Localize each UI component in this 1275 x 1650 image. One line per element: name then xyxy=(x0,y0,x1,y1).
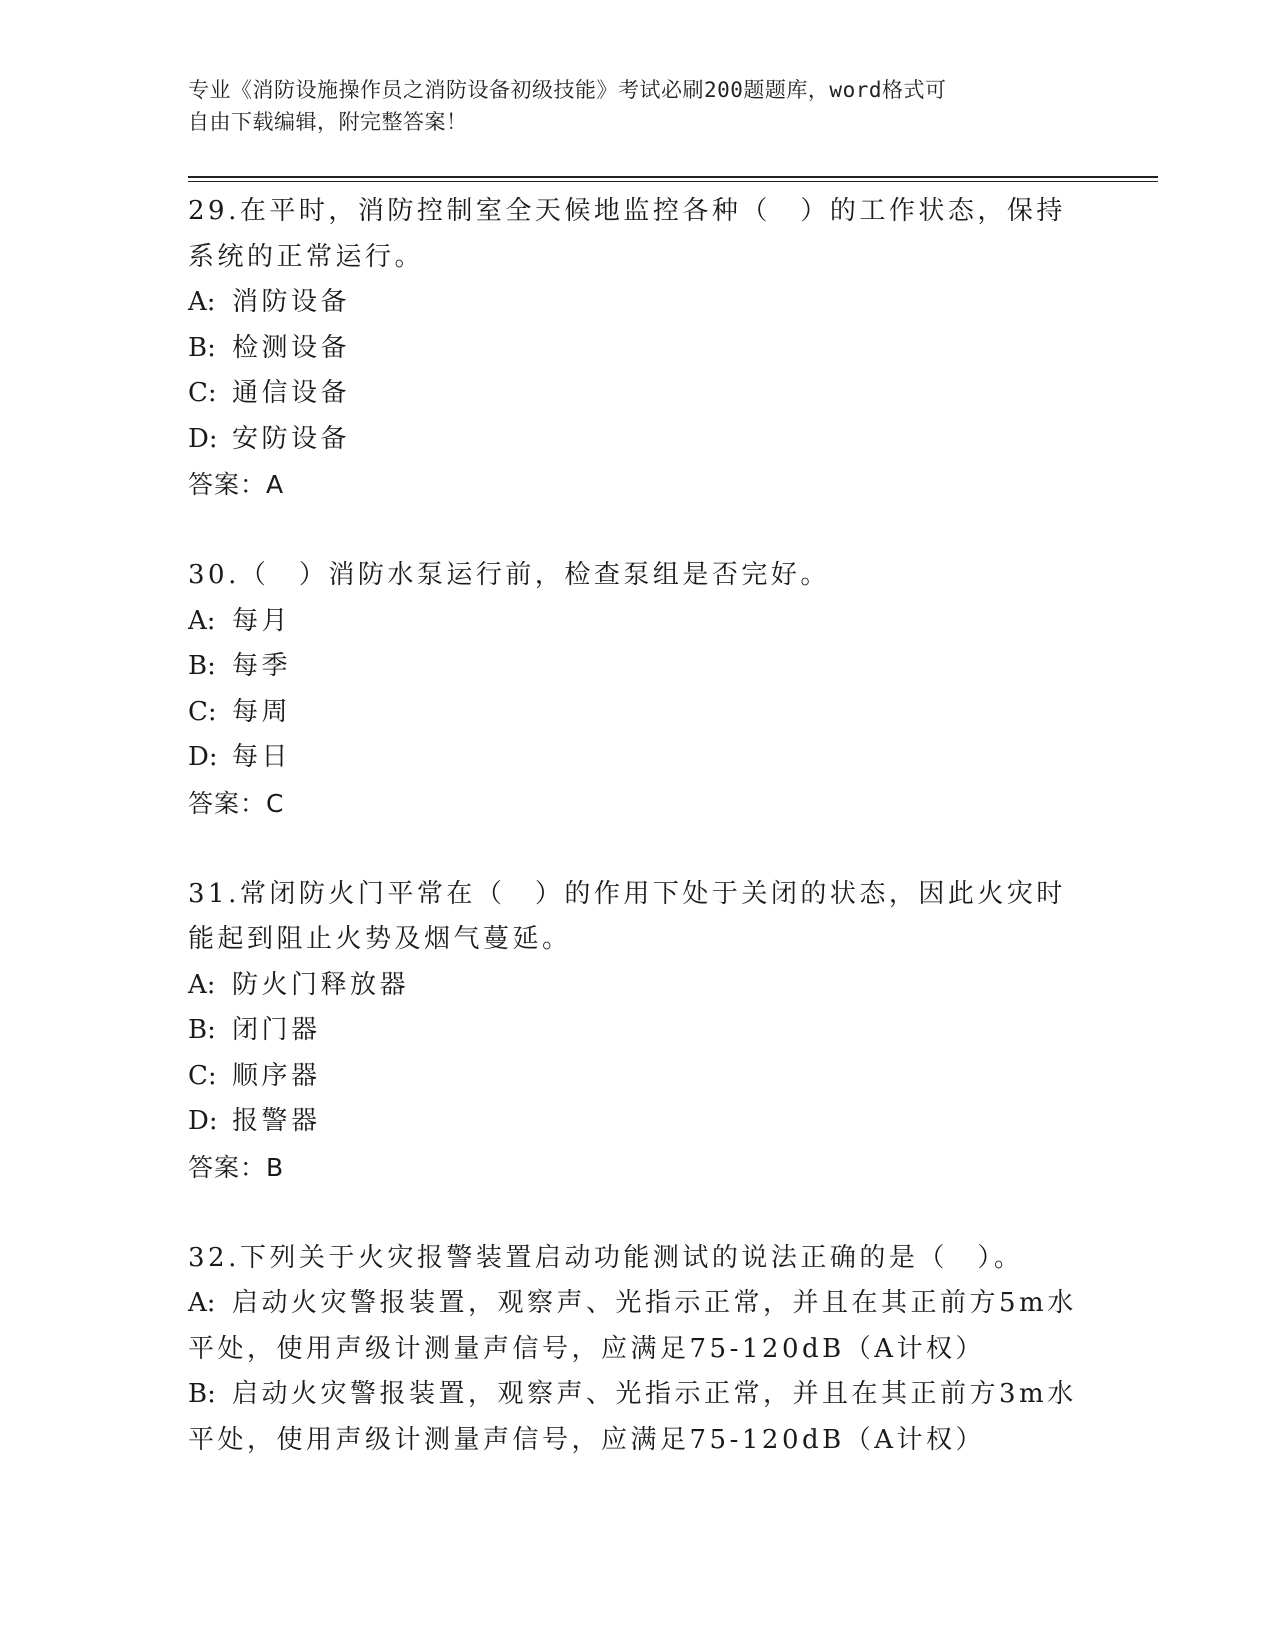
option-d xyxy=(188,417,1088,463)
option-label: A: xyxy=(188,1288,216,1318)
question-31 xyxy=(188,872,1088,1191)
option-a xyxy=(188,599,1088,645)
option-label: C: xyxy=(188,1060,217,1091)
option-text: 通信设备 xyxy=(232,378,351,408)
option-d xyxy=(188,735,1088,781)
question-text: 32.下列关于火灾报警装置启动功能测试的说法正确的是（ ）。 xyxy=(188,1242,1024,1273)
option-label: A: xyxy=(188,605,216,636)
option-text: 消防设备 xyxy=(232,287,351,317)
question-29 xyxy=(188,189,1088,508)
question-text: 29.在平时，消防控制室全天候地监控各种（ ）的工作状态，保持系统的正常运行。 xyxy=(188,196,1066,272)
question-text: 31.常闭防火门平常在（ ）的作用下处于关闭的状态，因此火灾时能起到阻止火势及烟气蔓延。 xyxy=(188,878,1066,954)
header-title-line-2: 自由下载编辑，附完整答案！ xyxy=(188,110,468,134)
question-text: 30.（ ）消防水泵运行前，检查泵组是否完好。 xyxy=(188,560,830,590)
option-text: 防火门释放器 xyxy=(232,969,410,1000)
option-text: 顺序器 xyxy=(232,1060,321,1091)
option-text: 每周 xyxy=(232,696,292,727)
question-list xyxy=(188,189,1088,1509)
option-label: A: xyxy=(188,969,216,1000)
option-text: 每月 xyxy=(232,605,292,636)
option-a xyxy=(188,963,1088,1009)
option-label: B: xyxy=(188,332,216,363)
option-b-continued: 平处，使用声级计测量声信号，应满足75-120dB（A计权） xyxy=(188,1424,986,1455)
answer-line: 答案：C xyxy=(188,788,285,818)
option-label: A: xyxy=(188,287,216,317)
header-divider-thin xyxy=(188,181,1158,182)
option-text: 报警器 xyxy=(232,1106,321,1136)
document-header xyxy=(188,74,1068,138)
question-32 xyxy=(188,1236,1088,1464)
option-a-continued: 平处，使用声级计测量声信号，应满足75-120dB（A计权） xyxy=(188,1333,986,1364)
option-text: 启动火灾警报装置，观察声、光指示正常，并且在其正前方5m水 xyxy=(232,1288,1077,1318)
answer-line: 答案：A xyxy=(188,470,285,499)
option-text: 启动火灾警报装置，观察声、光指示正常，并且在其正前方3m水 xyxy=(232,1379,1077,1409)
option-label: C: xyxy=(188,696,217,727)
option-text: 检测设备 xyxy=(232,332,351,363)
option-b xyxy=(188,1372,1088,1418)
option-label: B: xyxy=(188,1379,216,1409)
option-a xyxy=(188,1281,1088,1327)
header-divider-thick xyxy=(188,176,1158,178)
option-c xyxy=(188,690,1088,736)
option-b xyxy=(188,1008,1088,1054)
answer-line: 答案：B xyxy=(188,1152,285,1182)
option-b xyxy=(188,644,1088,690)
option-label: D: xyxy=(188,1106,218,1136)
option-c xyxy=(188,371,1088,417)
option-d xyxy=(188,1099,1088,1145)
option-text: 每日 xyxy=(232,742,292,772)
option-text: 每季 xyxy=(232,651,292,681)
option-text: 安防设备 xyxy=(232,423,351,454)
header-title-line-1: 专业《消防设施操作员之消防设备初级技能》考试必刷200题题库，word格式可 xyxy=(188,78,947,102)
option-b xyxy=(188,326,1088,372)
option-a xyxy=(188,280,1088,326)
option-label: D: xyxy=(188,423,218,454)
option-label: B: xyxy=(188,1015,216,1045)
question-30 xyxy=(188,553,1088,826)
option-c xyxy=(188,1054,1088,1100)
option-text: 闭门器 xyxy=(232,1015,321,1045)
option-label: C: xyxy=(188,378,217,408)
option-label: D: xyxy=(188,742,218,772)
option-label: B: xyxy=(188,651,216,681)
